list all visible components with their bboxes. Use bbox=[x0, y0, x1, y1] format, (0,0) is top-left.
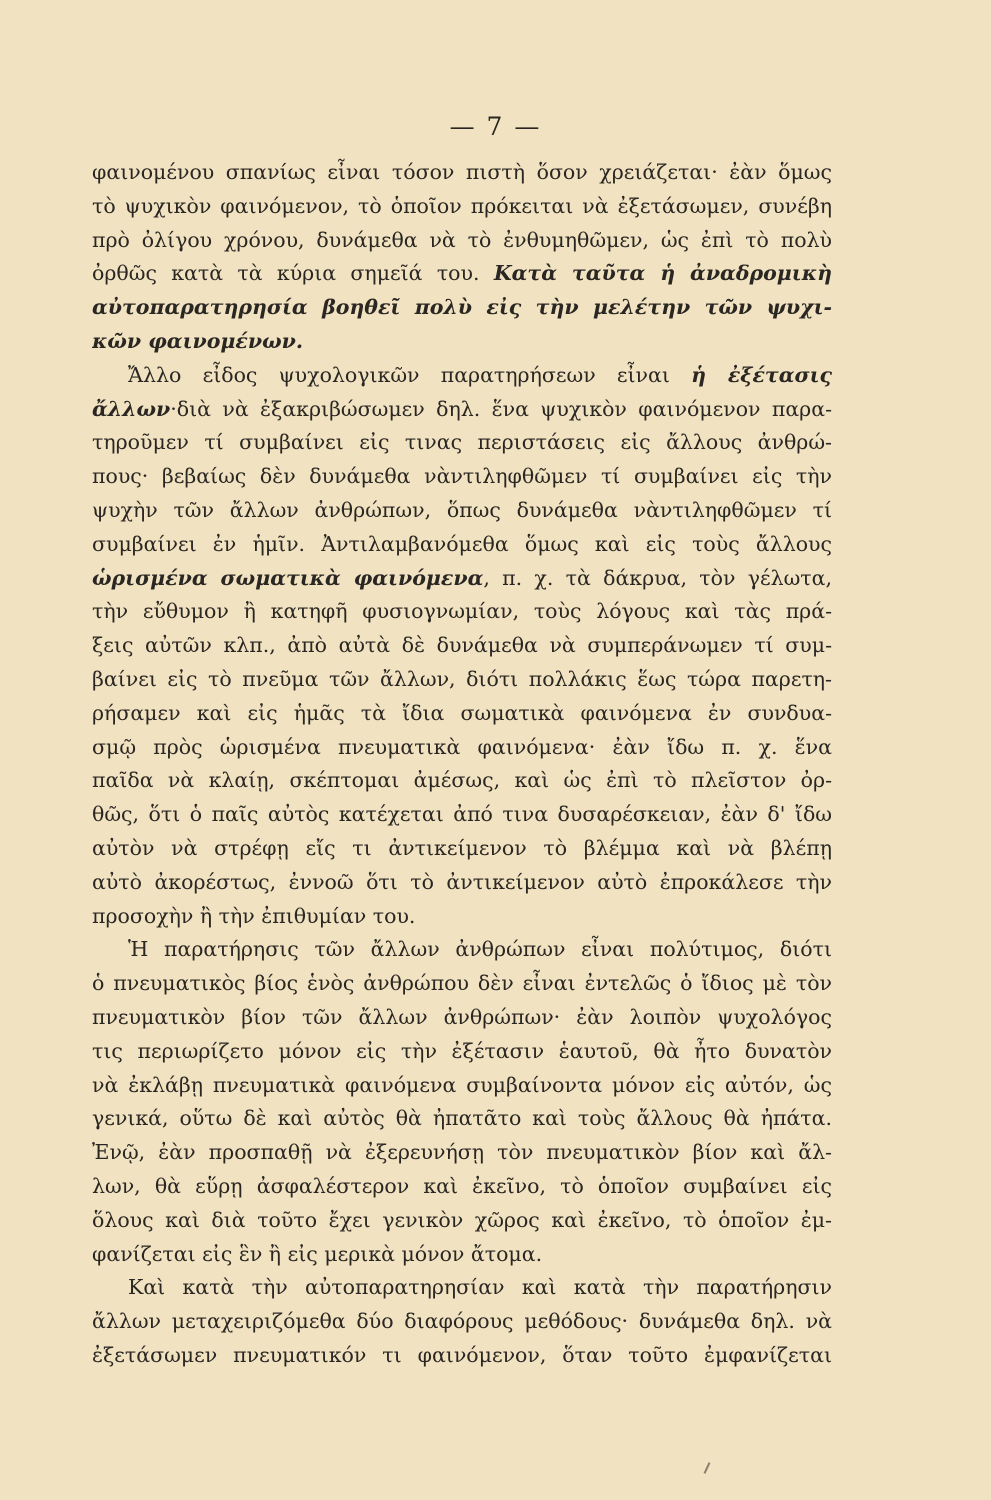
line-text: νὰ ἐκλάβῃ πνευματικὰ φαινόμενα συμβαίνοντα μόνον εἰς αὐτόν, ὡς bbox=[92, 1072, 832, 1097]
line-text: ὁ πνευματικὸς βίος ἑνὸς ἀνθρώπου δὲν εἶναι ἐντελῶς ὁ ἴδιος μὲ τὸν bbox=[92, 971, 832, 996]
line-text: ἐξετάσωμεν πνευματικόν τι φαινόμενον, ὅταν τοῦτο ἐμφανίζεται bbox=[92, 1342, 832, 1367]
emphasis-text: κῶν φαινομένων. bbox=[92, 328, 303, 353]
text-line bbox=[92, 562, 832, 596]
text-line bbox=[92, 1001, 832, 1035]
ink-speck bbox=[704, 1462, 711, 1474]
emphasis-text: ἄλλων bbox=[92, 396, 171, 421]
page-number: — 7 — bbox=[449, 112, 542, 141]
line-text: φανίζεται εἰς ἓν ἢ εἰς μερικὰ μόνον ἄτομα. bbox=[92, 1241, 543, 1266]
line-text: ρήσαμεν καὶ εἰς ἡμᾶς τὰ ἴδια σωματικὰ φαινόμενα ἐν συνδυα- bbox=[92, 700, 832, 725]
text-line bbox=[92, 359, 832, 393]
line-text: παῖδα νὰ κλαίῃ, σκέπτομαι ἀμέσως, καὶ ὡς ἐπὶ τὸ πλεῖστον ὀρ- bbox=[92, 768, 832, 793]
line-text: πρὸ ὀλίγου χρόνου, δυνάμεθα νὰ τὸ ἐνθυμηθῶμεν, ὡς ἐπὶ τὸ πολὺ bbox=[92, 227, 832, 252]
text-line bbox=[92, 224, 832, 258]
line-text: βαίνει εἰς τὸ πνεῦμα τῶν ἄλλων, διότι πολλάκις ἕως τώρα παρετη- bbox=[92, 666, 832, 691]
line-text: τὸ ψυχικὸν φαινόμενον, τὸ ὁποῖον πρόκειται νὰ ἐξετάσωμεν, συνέβη bbox=[92, 193, 832, 218]
text-line bbox=[92, 528, 832, 562]
line-text: , π. χ. τὰ δάκρυα, τὸν γέλωτα, bbox=[483, 565, 832, 590]
text-line bbox=[92, 1238, 832, 1272]
text-line bbox=[92, 1069, 832, 1103]
text-line bbox=[92, 595, 832, 629]
line-text: Ἐνῷ, ἐὰν προσπαθῇ νὰ ἐξερευνήσῃ τὸν πνευματικὸν βίον καὶ ἄλ- bbox=[92, 1140, 832, 1165]
line-text: πνευματικὸν βίον τῶν ἄλλων ἀνθρώπων· ἐὰν λοιπὸν ψυχολόγος bbox=[92, 1004, 832, 1029]
line-text: τὴν εὔθυμον ἢ κατηφῆ φυσιογνωμίαν, τοὺς λόγους καὶ τὰς πρά- bbox=[92, 599, 832, 624]
emphasis-text: Κατὰ ταῦτα ἡ ἀναδρομικὴ bbox=[493, 261, 832, 286]
text-line bbox=[92, 393, 832, 427]
text-line bbox=[92, 764, 832, 798]
text-line bbox=[92, 866, 832, 900]
text-line bbox=[92, 291, 832, 325]
text-line bbox=[92, 1339, 832, 1373]
line-text: αὐτὸν νὰ στρέφῃ εἴς τι ἀντικείμενον τὸ βλέμμα καὶ νὰ βλέπῃ bbox=[92, 835, 832, 860]
text-line bbox=[92, 1035, 832, 1069]
text-line bbox=[92, 156, 832, 190]
text-line bbox=[92, 900, 832, 934]
text-line bbox=[92, 1102, 832, 1136]
line-text: Καὶ κατὰ τὴν αὐτοπαρατηρησίαν καὶ κατὰ τὴν παρατήρησιν bbox=[128, 1275, 832, 1300]
line-text: πους· βεβαίως δὲν δυνάμεθα νὰντιληφθῶμεν τί συμβαίνει εἰς τὴν bbox=[92, 464, 832, 489]
line-text: συμβαίνει ἐν ἡμῖν. Ἀντιλαμβανόμεθα ὅμως καὶ εἰς τοὺς ἄλλους bbox=[92, 531, 832, 556]
line-text: σμῷ πρὸς ὡρισμένα πνευματικὰ φαινόμενα· ἐὰν ἴδω π. χ. ἕνα bbox=[92, 734, 832, 759]
text-line bbox=[92, 663, 832, 697]
text-line bbox=[92, 798, 832, 832]
text-line bbox=[92, 325, 832, 359]
line-text: λων, θὰ εὕρῃ ἀσφαλέστερον καὶ ἐκεῖνο, τὸ ὁποῖον συμβαίνει εἰς bbox=[92, 1173, 832, 1198]
text-line bbox=[92, 629, 832, 663]
line-text: ψυχὴν τῶν ἄλλων ἀνθρώπων, ὅπως δυνάμεθα νὰντιληφθῶμεν τί bbox=[92, 497, 832, 522]
text-line bbox=[92, 257, 832, 291]
text-line bbox=[92, 1204, 832, 1238]
line-text: ὀρθῶς κατὰ τὰ κύρια σημεῖά του. bbox=[92, 261, 494, 286]
text-line bbox=[92, 1136, 832, 1170]
text-line bbox=[92, 933, 832, 967]
line-text: γενικά, οὕτω δὲ καὶ αὐτὸς θὰ ἠπατᾶτο καὶ τοὺς ἄλλους θὰ ἠπάτα. bbox=[92, 1106, 832, 1131]
text-line bbox=[92, 731, 832, 765]
line-text: ξεις αὐτῶν κλπ., ἀπὸ αὐτὰ δὲ δυνάμεθα νὰ συμπεράνωμεν τί συμ- bbox=[92, 633, 832, 658]
text-line bbox=[92, 967, 832, 1001]
line-text: προσοχὴν ἢ τὴν ἐπιθυμίαν του. bbox=[92, 903, 416, 928]
line-text: φαινομένου σπανίως εἶναι τόσον πιστὴ ὅσον χρειάζεται· ἐὰν ὅμως bbox=[92, 160, 832, 184]
line-text: τις περιωρίζετο μόνον εἰς τὴν ἐξέτασιν ἑαυτοῦ, θὰ ἦτο δυνατὸν bbox=[92, 1038, 832, 1063]
text-line bbox=[92, 1305, 832, 1339]
line-text: Ἡ παρατήρησις τῶν ἄλλων ἀνθρώπων εἶναι πολύτιμος, διότι bbox=[128, 937, 832, 962]
emphasis-text: ὡρισμένα σωματικὰ φαινόμενα bbox=[92, 565, 484, 590]
text-line bbox=[92, 426, 832, 460]
line-text: αὐτὸ ἀκορέστως, ἐννοῶ ὅτι τὸ ἀντικείμενον αὐτὸ ἐπροκάλεσε τὴν bbox=[92, 869, 832, 894]
line-text: ·διὰ νὰ ἐξακριβώσωμεν δηλ. ἕνα ψυχικὸν φαινόμενον παρα- bbox=[170, 396, 832, 421]
body-text bbox=[92, 156, 832, 1373]
line-text: ὅλους καὶ διὰ τοῦτο ἔχει γενικὸν χῶρος καὶ ἐκεῖνο, τὸ ὁποῖον ἐμ- bbox=[92, 1207, 832, 1232]
text-line bbox=[92, 1170, 832, 1204]
text-line bbox=[92, 832, 832, 866]
text-line bbox=[92, 1271, 832, 1305]
line-text: ἄλλων μεταχειριζόμεθα δύο διαφόρους μεθόδους· δυνάμεθα δηλ. νὰ bbox=[92, 1309, 832, 1334]
emphasis-text: ἡ ἐξέτασις bbox=[691, 362, 832, 387]
line-text: Ἄλλο εἶδος ψυχολογικῶν παρατηρήσεων εἶναι bbox=[128, 362, 692, 387]
text-line bbox=[92, 460, 832, 494]
text-line bbox=[92, 190, 832, 224]
emphasis-text: αὐτοπαρατηρησία βοηθεῖ πολὺ εἰς τὴν μελέτην τῶν ψυχι- bbox=[92, 295, 832, 320]
text-line bbox=[92, 494, 832, 528]
line-text: θῶς, ὅτι ὁ παῖς αὐτὸς κατέχεται ἀπό τινα δυσαρέσκειαν, ἐὰν δ' ἴδω bbox=[92, 802, 832, 827]
text-line bbox=[92, 697, 832, 731]
line-text: τηροῦμεν τί συμβαίνει εἰς τινας περιστάσεις εἰς ἄλλους ἀνθρώ- bbox=[92, 430, 832, 455]
